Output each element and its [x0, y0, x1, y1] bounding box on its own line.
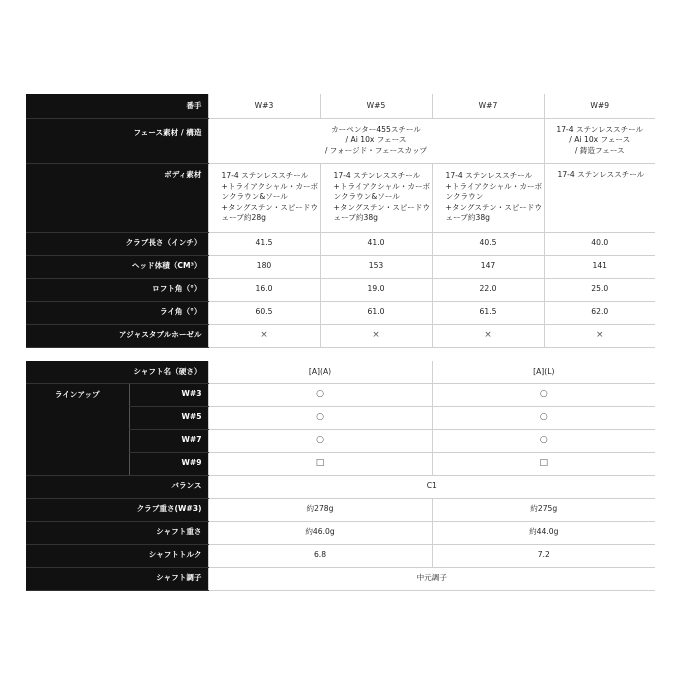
- shaft-table: [26, 361, 655, 591]
- body-line: 17-4 ステンレススチール: [445, 171, 533, 181]
- cell-value: 40.5: [432, 232, 544, 255]
- cross-mark: ×: [208, 324, 320, 347]
- face-w9-line: 17-4 ステンレススチール: [556, 124, 644, 134]
- cell-value: 41.0: [320, 232, 432, 255]
- header-label: 番手: [26, 94, 208, 118]
- face-w9-line: / Ai 10x フェース: [569, 135, 631, 145]
- kick-row: [26, 567, 655, 590]
- body-line: ェーブ約28g: [221, 213, 266, 223]
- body-line: ンクラウン&ソール: [333, 192, 400, 202]
- shaft-row: [26, 498, 655, 521]
- cross-mark: ×: [320, 324, 432, 347]
- cross-mark: ×: [432, 324, 544, 347]
- kick-label: シャフト調子: [26, 567, 208, 590]
- spec-table: [26, 94, 655, 348]
- body-line: +タングステン・スピードウ: [221, 202, 318, 212]
- cell-value: 153: [320, 255, 432, 278]
- face-w9-value: [544, 118, 655, 163]
- cell-value: 7.2: [432, 544, 655, 567]
- square-mark: □: [208, 452, 432, 475]
- row-label: クラブ重さ(W#3): [26, 498, 208, 521]
- lineup-model: W#3: [129, 383, 208, 406]
- body-w9-value: [544, 163, 655, 232]
- balance-label: バランス: [26, 475, 208, 498]
- row-label: ロフト角（°）: [26, 278, 208, 301]
- circle-mark: ○: [208, 406, 432, 429]
- shaft-col-l: [A](L): [432, 361, 655, 383]
- body-line: ンクラウン: [445, 192, 484, 202]
- spec-row: [26, 255, 655, 278]
- body-line: ェーブ約38g: [333, 213, 378, 223]
- model-w9: W#9: [544, 94, 655, 118]
- cell-value: 61.0: [320, 301, 432, 324]
- body-w7-value: [432, 163, 544, 232]
- cell-value: 約275g: [432, 498, 655, 521]
- cell-value: 19.0: [320, 278, 432, 301]
- body-w5-value: [320, 163, 432, 232]
- circle-mark: ○: [432, 429, 655, 452]
- body-line: +トライアクシャル・カーボ: [333, 181, 431, 191]
- kick-value: 中元調子: [208, 567, 655, 590]
- circle-mark: ○: [432, 383, 655, 406]
- cell-value: 25.0: [544, 278, 655, 301]
- cell-value: 約46.0g: [208, 521, 432, 544]
- lineup-label: ラインアップ: [26, 383, 129, 475]
- cell-value: 約278g: [208, 498, 432, 521]
- balance-value: C1: [208, 475, 655, 498]
- circle-mark: ○: [432, 406, 655, 429]
- row-label: クラブ長さ（インチ）: [26, 232, 208, 255]
- lineup-row: [26, 383, 655, 406]
- body-label: ボディ素材: [26, 163, 208, 232]
- body-line: +トライアクシャル・カーボ: [445, 181, 543, 191]
- shaft-header-label: シャフト名（硬さ）: [26, 361, 208, 383]
- row-label: ライ角（°）: [26, 301, 208, 324]
- body-line: ェーブ約38g: [445, 213, 490, 223]
- circle-mark: ○: [208, 383, 432, 406]
- cell-value: 40.0: [544, 232, 655, 255]
- shaft-col-a: [A](A): [208, 361, 432, 383]
- lineup-model: W#7: [129, 429, 208, 452]
- cell-value: 60.5: [208, 301, 320, 324]
- cell-value: 180: [208, 255, 320, 278]
- cell-value: 147: [432, 255, 544, 278]
- shaft-row: [26, 544, 655, 567]
- body-line: ンクラウン&ソール: [221, 192, 288, 202]
- shaft-row: [26, 521, 655, 544]
- cell-value: 6.8: [208, 544, 432, 567]
- spec-row: [26, 301, 655, 324]
- balance-row: [26, 475, 655, 498]
- model-w5: W#5: [320, 94, 432, 118]
- face-common-line: / フォージド・フェースカップ: [324, 145, 428, 155]
- row-label: ヘッド体積（CM³）: [26, 255, 208, 278]
- face-label: フェース素材 / 構造: [26, 118, 208, 163]
- face-row: [26, 118, 655, 163]
- spec-row: [26, 324, 655, 347]
- spec-row: [26, 232, 655, 255]
- cell-value: 62.0: [544, 301, 655, 324]
- circle-mark: ○: [208, 429, 432, 452]
- cell-value: 約44.0g: [432, 521, 655, 544]
- cell-value: 41.5: [208, 232, 320, 255]
- face-w9-line: / 鋳造フェース: [574, 145, 625, 155]
- shaft-header-row: [26, 361, 655, 383]
- body-line: +タングステン・スピードウ: [333, 202, 430, 212]
- body-line: 17-4 ステンレススチール: [333, 171, 421, 181]
- row-label: アジャスタブルホーゼル: [26, 324, 208, 347]
- cell-value: 61.5: [432, 301, 544, 324]
- cell-value: 22.0: [432, 278, 544, 301]
- body-line: +タングステン・スピードウ: [445, 202, 542, 212]
- body-w3-value: [208, 163, 320, 232]
- cell-value: 141: [544, 255, 655, 278]
- row-label: シャフトトルク: [26, 544, 208, 567]
- body-line: 17-4 ステンレススチール: [221, 171, 309, 181]
- row-label: シャフト重さ: [26, 521, 208, 544]
- lineup-model: W#9: [129, 452, 208, 475]
- lineup-model: W#5: [129, 406, 208, 429]
- body-line: 17-4 ステンレススチール: [557, 169, 645, 179]
- face-common-line: カーペンター455スチール: [331, 124, 421, 134]
- body-line: +トライアクシャル・カーボ: [221, 181, 319, 191]
- spec-row: [26, 278, 655, 301]
- spec-header-row: [26, 94, 655, 118]
- square-mark: □: [432, 452, 655, 475]
- cell-value: 16.0: [208, 278, 320, 301]
- model-w7: W#7: [432, 94, 544, 118]
- face-common-line: / Ai 10x フェース: [345, 135, 407, 145]
- body-row: [26, 163, 655, 232]
- face-common-value: [208, 118, 544, 163]
- cross-mark: ×: [544, 324, 655, 347]
- model-w3: W#3: [208, 94, 320, 118]
